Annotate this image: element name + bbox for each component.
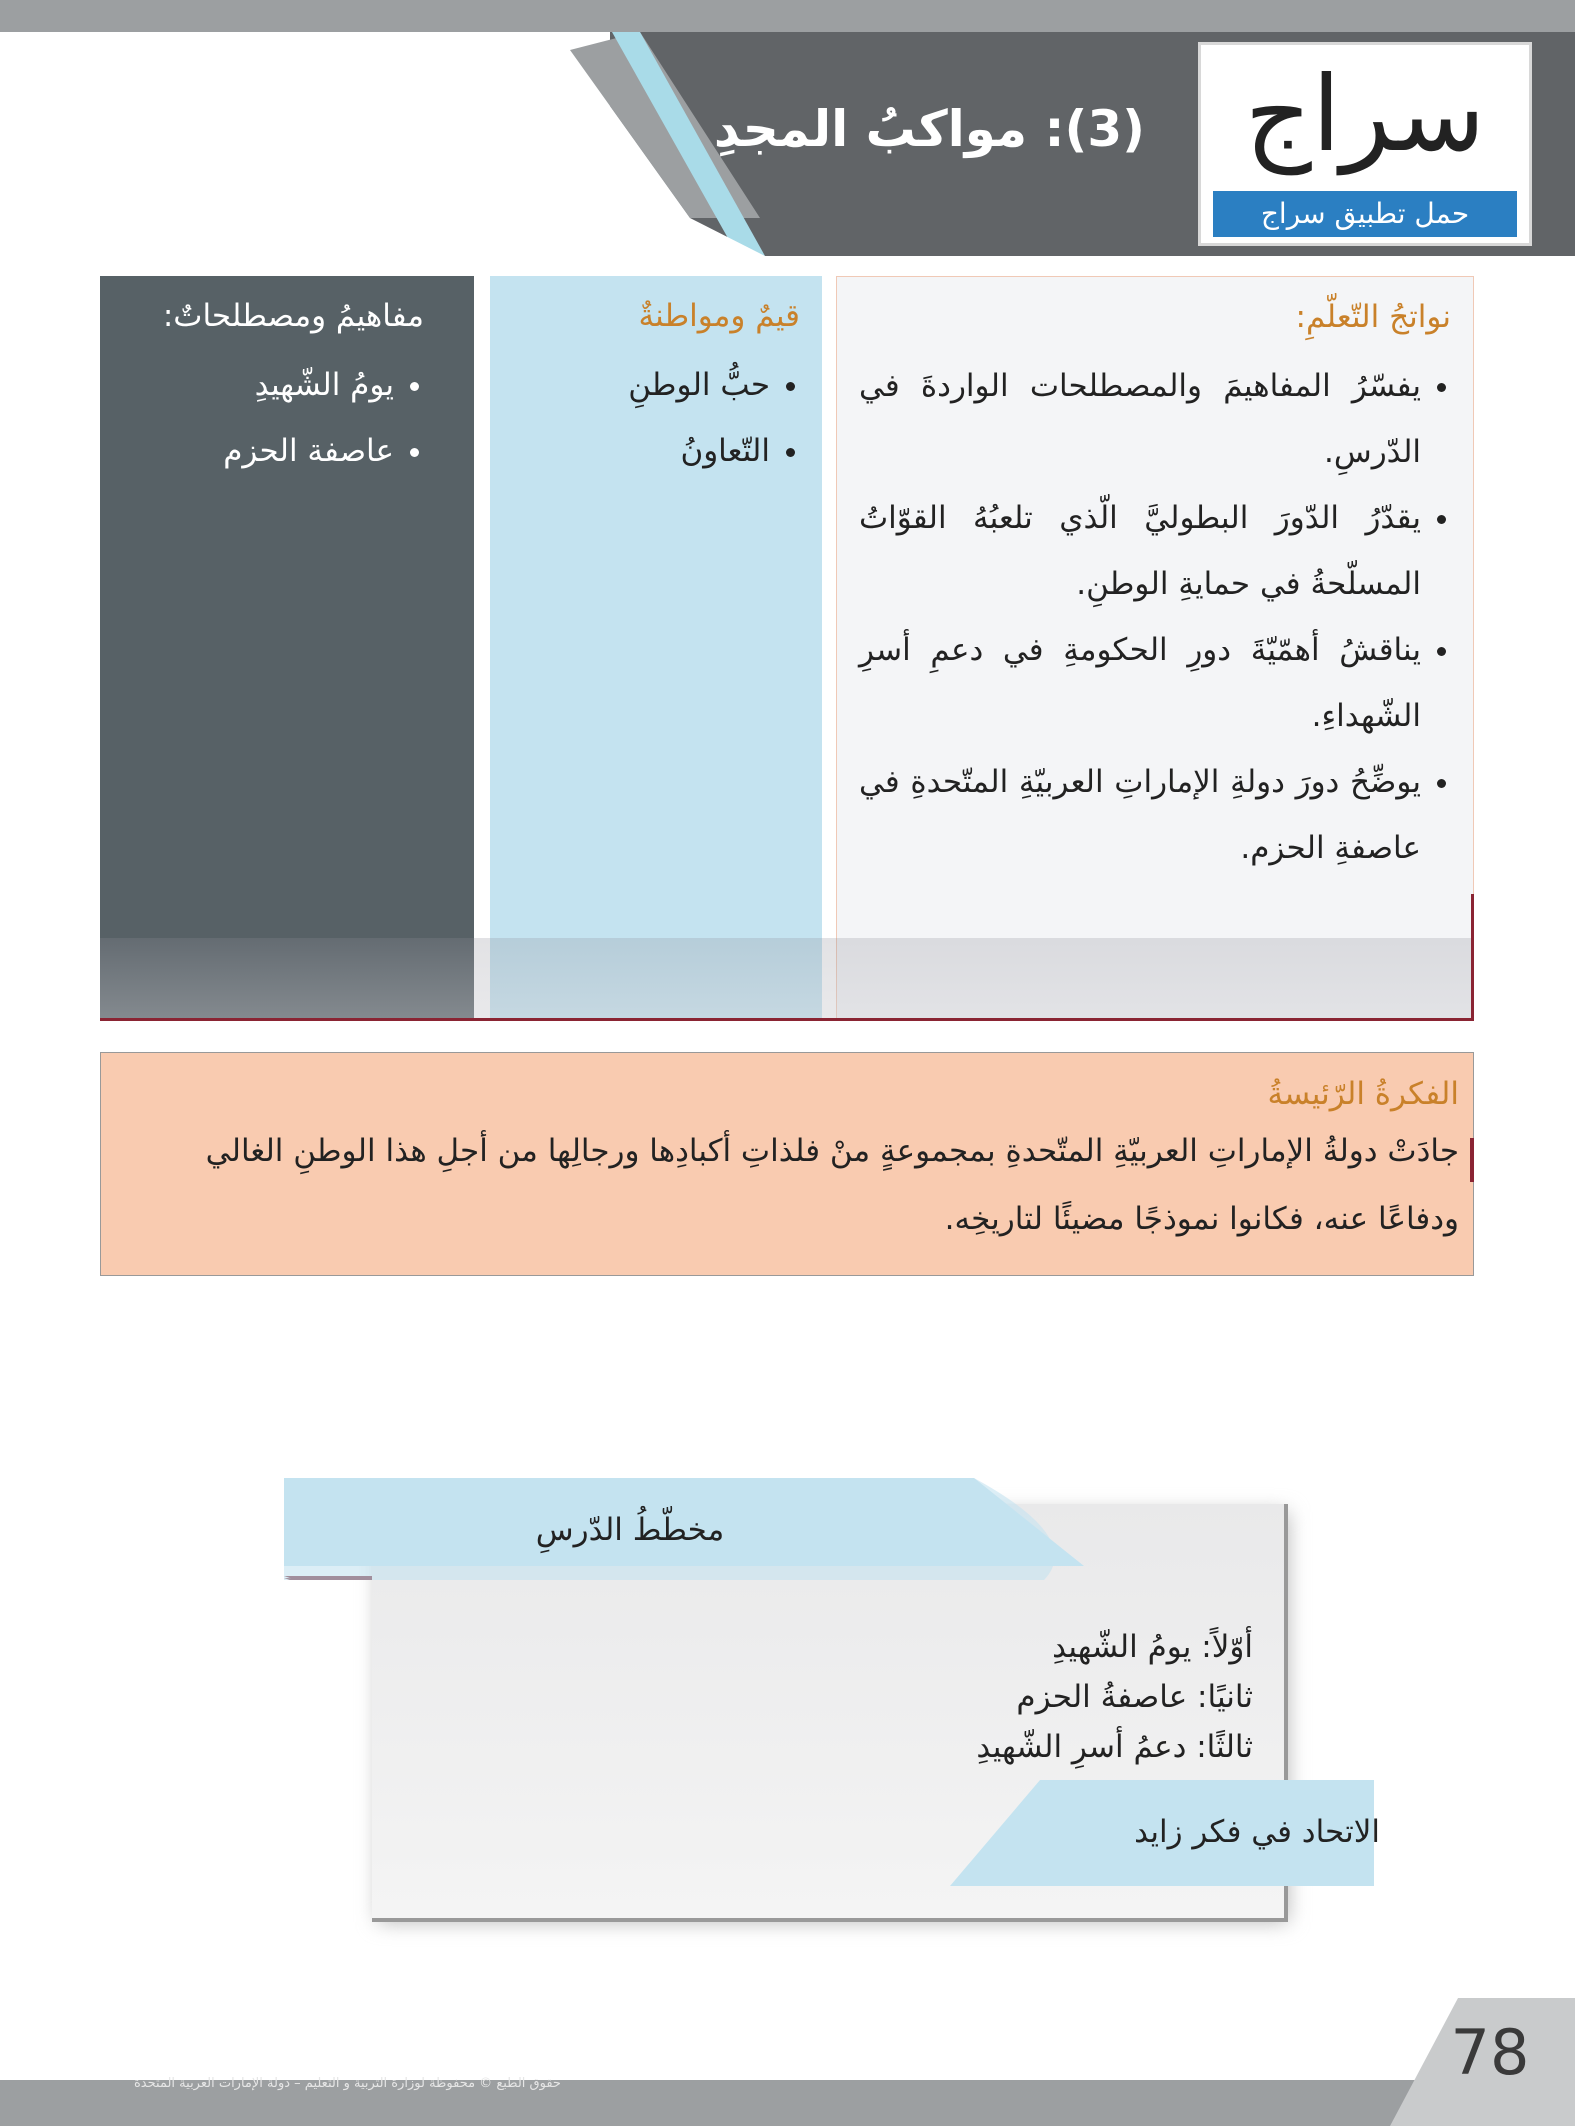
values-heading: قيمٌ ومواطنةٌ <box>638 298 800 334</box>
list-item: ثانيًا: عاصفةُ الحزم <box>1016 1679 1253 1715</box>
list-item: • يفسّرُ المفاهيمَ والمصطلحات الواردةَ في الدّرسِ. <box>859 353 1421 485</box>
logo-tagline: حمل تطبيق سراج <box>1213 191 1517 237</box>
list-item: • يومُ الشّهيدِ <box>116 352 394 418</box>
top-strip <box>0 0 1575 32</box>
plan-items <box>976 1622 1253 1772</box>
values-list <box>506 352 800 484</box>
plan-title: مخطّطُ الدّرسِ <box>535 1512 725 1548</box>
list-item: • التّعاونُ <box>506 418 770 484</box>
logo-wordmark: سراج <box>1244 53 1486 175</box>
list-item: • يناقشُ أهمّيّةَ دورِ الحكومةِ في دعمِ أسرِ الشّهداءِ. <box>859 617 1421 749</box>
main-idea-text: جادَتْ دولةُ الإماراتِ العربيّةِ المتّحدةِ بمجموعةٍ منْ فلذاتِ أكبادِها ورجالِها من أجلِ هذا الوطنِ الغالي ودفاعًا عنه، فكانوا نموذجًا مضيئًا لتاريخِه. <box>205 1133 1459 1237</box>
concepts-list <box>116 352 424 484</box>
lesson-title: (3): مواكبُ المجدِ <box>713 100 1145 158</box>
divider <box>1470 1138 1474 1182</box>
list-item: • يقدّرُ الدّورَ البطوليَّ الّذي تلعبُهُ القوّاتُ المسلّحةُ في حمايةِ الوطنِ. <box>859 485 1421 617</box>
siraj-logo[interactable] <box>1198 42 1532 246</box>
list-item: • عاصفة الحزم <box>116 418 394 484</box>
page-number: 78 <box>1450 2016 1530 2089</box>
divider <box>1471 894 1474 1020</box>
main-idea-box <box>100 1052 1474 1276</box>
outcomes-list <box>859 353 1451 881</box>
list-item: ثالثًا: دعمُ أسرِ الشّهيدِ <box>976 1729 1253 1765</box>
plan-bottom-label: الاتحاد في فكر زايد <box>1134 1814 1380 1850</box>
list-item: • يوضِّحُ دورَ دولةِ الإماراتِ العربيّةِ المتّحدةِ في عاصفةِ الحزم. <box>859 749 1421 881</box>
concepts-panel <box>100 276 474 1020</box>
fade-band <box>100 938 1474 1020</box>
divider <box>100 1018 1474 1021</box>
main-idea-heading: الفكرةُ الرّئيسةُ <box>1267 1076 1459 1112</box>
values-panel <box>490 276 822 1020</box>
learning-outcomes-panel <box>836 276 1474 1020</box>
copyright-text: حقوق الطبع © محفوظة لوزارة التربية و التعليم – دولة الإمارات العربية المتحدة <box>134 2076 561 2091</box>
list-item: أوّلاً: يومُ الشّهيدِ <box>1052 1629 1253 1665</box>
outcomes-heading: نواتجُ التّعلّمِ: <box>1295 299 1451 335</box>
concepts-heading: مفاهيمُ ومصطلحاتٌ: <box>162 298 424 334</box>
list-item: • حبُّ الوطنِ <box>506 352 770 418</box>
